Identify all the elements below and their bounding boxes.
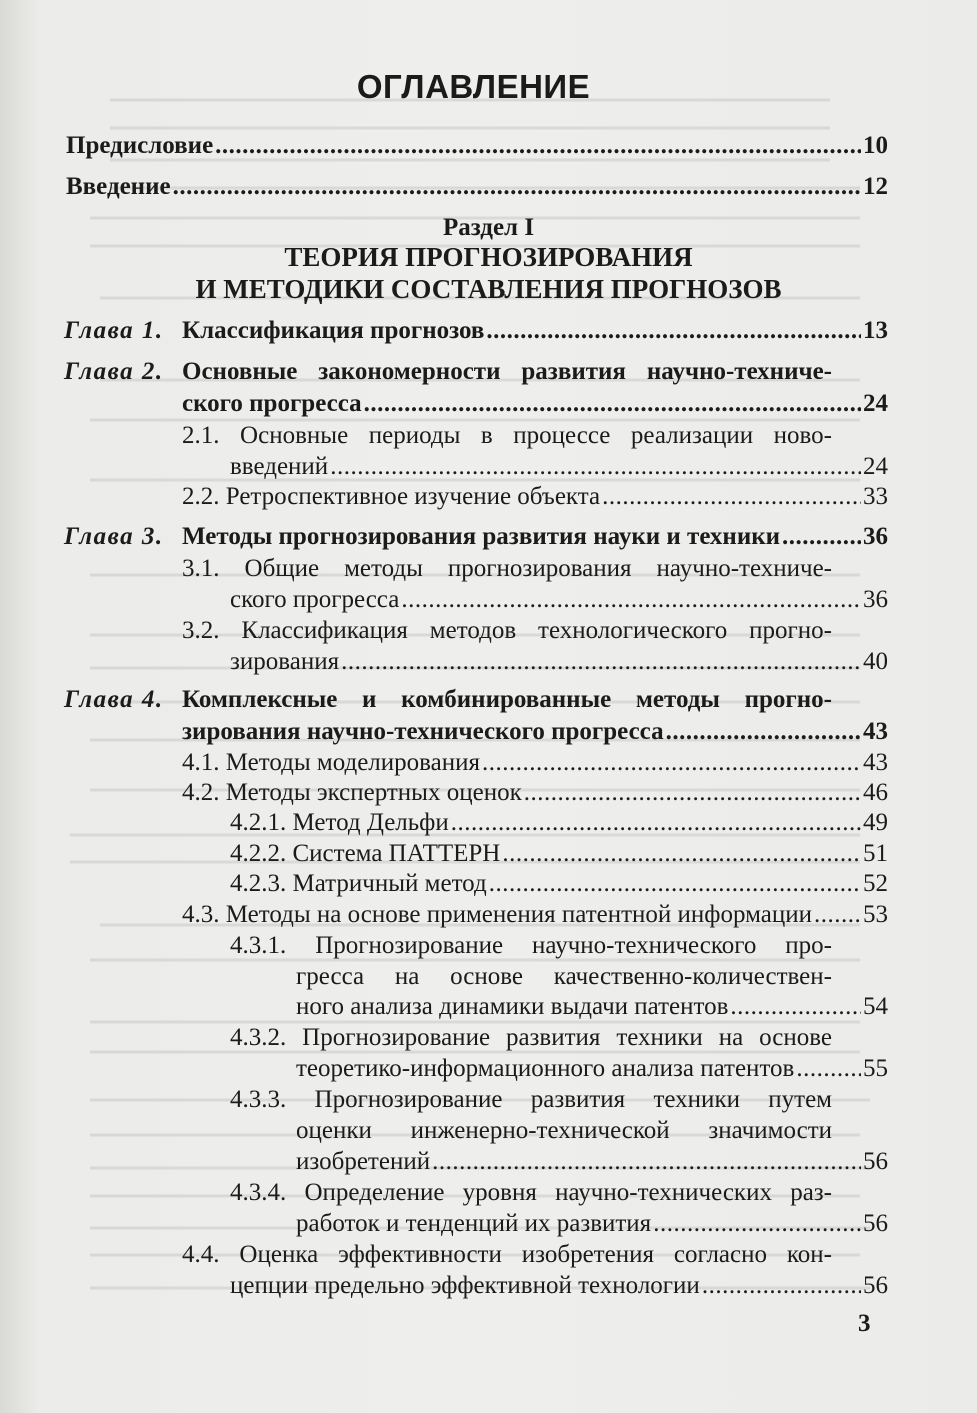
- entry-label: 4.2.3. Матричный метод: [230, 870, 487, 897]
- entry-page: 54: [863, 993, 888, 1020]
- toc-entry-4-3[interactable]: [182, 899, 888, 931]
- leader-dots: [702, 1270, 861, 1302]
- entry-page: 56: [863, 1272, 888, 1299]
- item-2-1-line-1: 2.1. Основные периоды в процессе реализации ново-: [182, 422, 832, 449]
- leader-dots: [489, 868, 861, 900]
- leader-dots: [814, 899, 861, 931]
- toc-entry-3-1[interactable]: [230, 584, 888, 616]
- item-4-4-line-1: 4.4. Оценка эффективности изобретения согласно кон-: [182, 1241, 832, 1268]
- page-title: ОГЛАВЛЕНИЕ: [356, 68, 591, 105]
- entry-page: 46: [863, 779, 888, 806]
- chapter-2-prefix: Глава 2.: [64, 358, 164, 385]
- toc-entry-2-1[interactable]: [230, 451, 888, 483]
- entry-page: 49: [863, 809, 888, 836]
- item-4-3-1-line-2: гресса на основе качественно-количествен-: [296, 963, 832, 990]
- toc-entry-chapter-1[interactable]: [182, 315, 888, 347]
- toc-entry-4-3-2[interactable]: [296, 1053, 888, 1085]
- entry-page: 43: [863, 749, 888, 776]
- entry-label: цепции предельно эффективной технологии: [230, 1272, 700, 1299]
- leader-dots: [432, 1146, 861, 1178]
- toc-entry-4-1[interactable]: [182, 747, 888, 779]
- toc-entry-4-2-2[interactable]: [230, 838, 888, 870]
- chapter-2-title-line-1: Основные закономерности развития научно-техниче-: [182, 358, 832, 385]
- entry-label: Классификация прогнозов: [182, 317, 485, 344]
- section-label: Раздел I: [442, 214, 535, 241]
- entry-page: 40: [863, 648, 888, 675]
- entry-label: зирования научно-технического прогресса: [182, 718, 664, 745]
- toc-entry-4-2-3[interactable]: [230, 868, 888, 900]
- item-4-3-3-line-1: 4.3.3. Прогнозирование развития техники путем: [230, 1086, 832, 1113]
- entry-label: Предисловие: [66, 132, 214, 159]
- entry-label: 4.3. Методы на основе применения патентной информации: [182, 901, 812, 928]
- entry-page: 51: [863, 840, 888, 867]
- entry-label: работок и тенденций их развития: [296, 1210, 652, 1237]
- entry-page: 10: [863, 132, 888, 159]
- entry-page: 56: [863, 1210, 888, 1237]
- toc-entry-4-4[interactable]: [230, 1270, 888, 1302]
- page-number: 3: [858, 1310, 871, 1337]
- chapter-1-prefix: Глава 1.: [64, 317, 164, 344]
- toc-entry-chapter-4[interactable]: [182, 716, 888, 748]
- entry-label: теоретико-информационного анализа патентов: [296, 1055, 795, 1082]
- toc-entry-4-3-4[interactable]: [296, 1208, 888, 1240]
- entry-page: 53: [863, 901, 888, 928]
- entry-label: 2.2. Ретроспективное изучение объекта: [182, 483, 601, 510]
- item-3-2-line-1: 3.2. Классификация методов технологического прогно-: [182, 617, 832, 644]
- toc-entry-4-2-1[interactable]: [230, 807, 888, 839]
- item-3-1-line-1: 3.1. Общие методы прогнозирования научно-техниче-: [182, 555, 832, 582]
- entry-label: 4.2.1. Метод Дельфи: [230, 809, 449, 836]
- leader-dots: [524, 777, 861, 809]
- leader-dots: [330, 451, 861, 483]
- item-4-3-4-line-1: 4.3.4. Определение уровня научно-технических раз-: [230, 1179, 832, 1206]
- leader-dots: [401, 584, 861, 616]
- section-title-line-2: И МЕТОДИКИ СОСТАВЛЕНИЯ ПРОГНОЗОВ: [195, 274, 782, 304]
- leader-dots: [782, 521, 861, 553]
- leader-dots: [502, 838, 861, 870]
- leader-dots: [666, 716, 861, 748]
- leader-dots: [796, 1053, 861, 1085]
- toc-entry-chapter-3[interactable]: [182, 521, 888, 553]
- item-4-3-2-line-1: 4.3.2. Прогнозирование развития техники на основе: [230, 1024, 832, 1051]
- toc-entry-introduction[interactable]: [66, 171, 888, 203]
- leader-dots: [215, 130, 861, 162]
- entry-page: 24: [863, 390, 888, 417]
- entry-page: 36: [863, 523, 888, 550]
- leader-dots: [653, 1208, 861, 1240]
- leader-dots: [482, 747, 861, 779]
- toc-entry-preface[interactable]: [66, 130, 888, 162]
- toc-entry-4-3-3[interactable]: [296, 1146, 888, 1178]
- entry-page: 55: [863, 1055, 888, 1082]
- item-4-3-3-line-2: оценки инженерно-технической значимости: [296, 1117, 832, 1144]
- toc-entry-4-3-1[interactable]: [296, 991, 888, 1023]
- item-4-3-1-line-1: 4.3.1. Прогнозирование научно-технического про-: [230, 932, 832, 959]
- entry-page: 33: [863, 483, 888, 510]
- entry-label: 4.2.2. Система ПАТТЕРН: [230, 840, 501, 867]
- entry-page: 36: [863, 586, 888, 613]
- toc-entry-3-2[interactable]: [230, 646, 888, 678]
- leader-dots: [602, 481, 861, 513]
- toc-entry-chapter-2[interactable]: [182, 388, 888, 420]
- leader-dots: [486, 315, 861, 347]
- entry-label: изобретений: [296, 1148, 431, 1175]
- leader-dots: [730, 991, 861, 1023]
- entry-page: 56: [863, 1148, 888, 1175]
- entry-label: ского прогресса: [182, 390, 362, 417]
- section-title-line-1: ТЕОРИЯ ПРОГНОЗИРОВАНИЯ: [284, 242, 693, 272]
- entry-label: зирования: [230, 648, 340, 675]
- entry-page: 52: [863, 870, 888, 897]
- entry-label: Методы прогнозирования развития науки и техники: [182, 523, 781, 550]
- toc-entry-4-2[interactable]: [182, 777, 888, 809]
- entry-label: 4.2. Методы экспертных оценок: [182, 779, 522, 806]
- entry-label: ного анализа динамики выдачи патентов: [296, 993, 729, 1020]
- entry-label: введений: [230, 453, 329, 480]
- entry-page: 12: [863, 173, 888, 200]
- chapter-4-title-line-1: Комплексные и комбинированные методы прогно-: [182, 686, 832, 713]
- leader-dots: [451, 807, 861, 839]
- leader-dots: [364, 388, 861, 420]
- entry-page: 24: [863, 453, 888, 480]
- entry-label: ского прогресса: [230, 586, 400, 613]
- entry-page: 43: [863, 718, 888, 745]
- leader-dots: [341, 646, 861, 678]
- entry-label: Введение: [66, 173, 171, 200]
- entry-label: 4.1. Методы моделирования: [182, 749, 480, 776]
- chapter-4-prefix: Глава 4.: [64, 686, 164, 713]
- leader-dots: [173, 171, 861, 203]
- toc-entry-2-2[interactable]: [182, 481, 888, 513]
- chapter-3-prefix: Глава 3.: [64, 523, 164, 550]
- entry-page: 13: [863, 317, 888, 344]
